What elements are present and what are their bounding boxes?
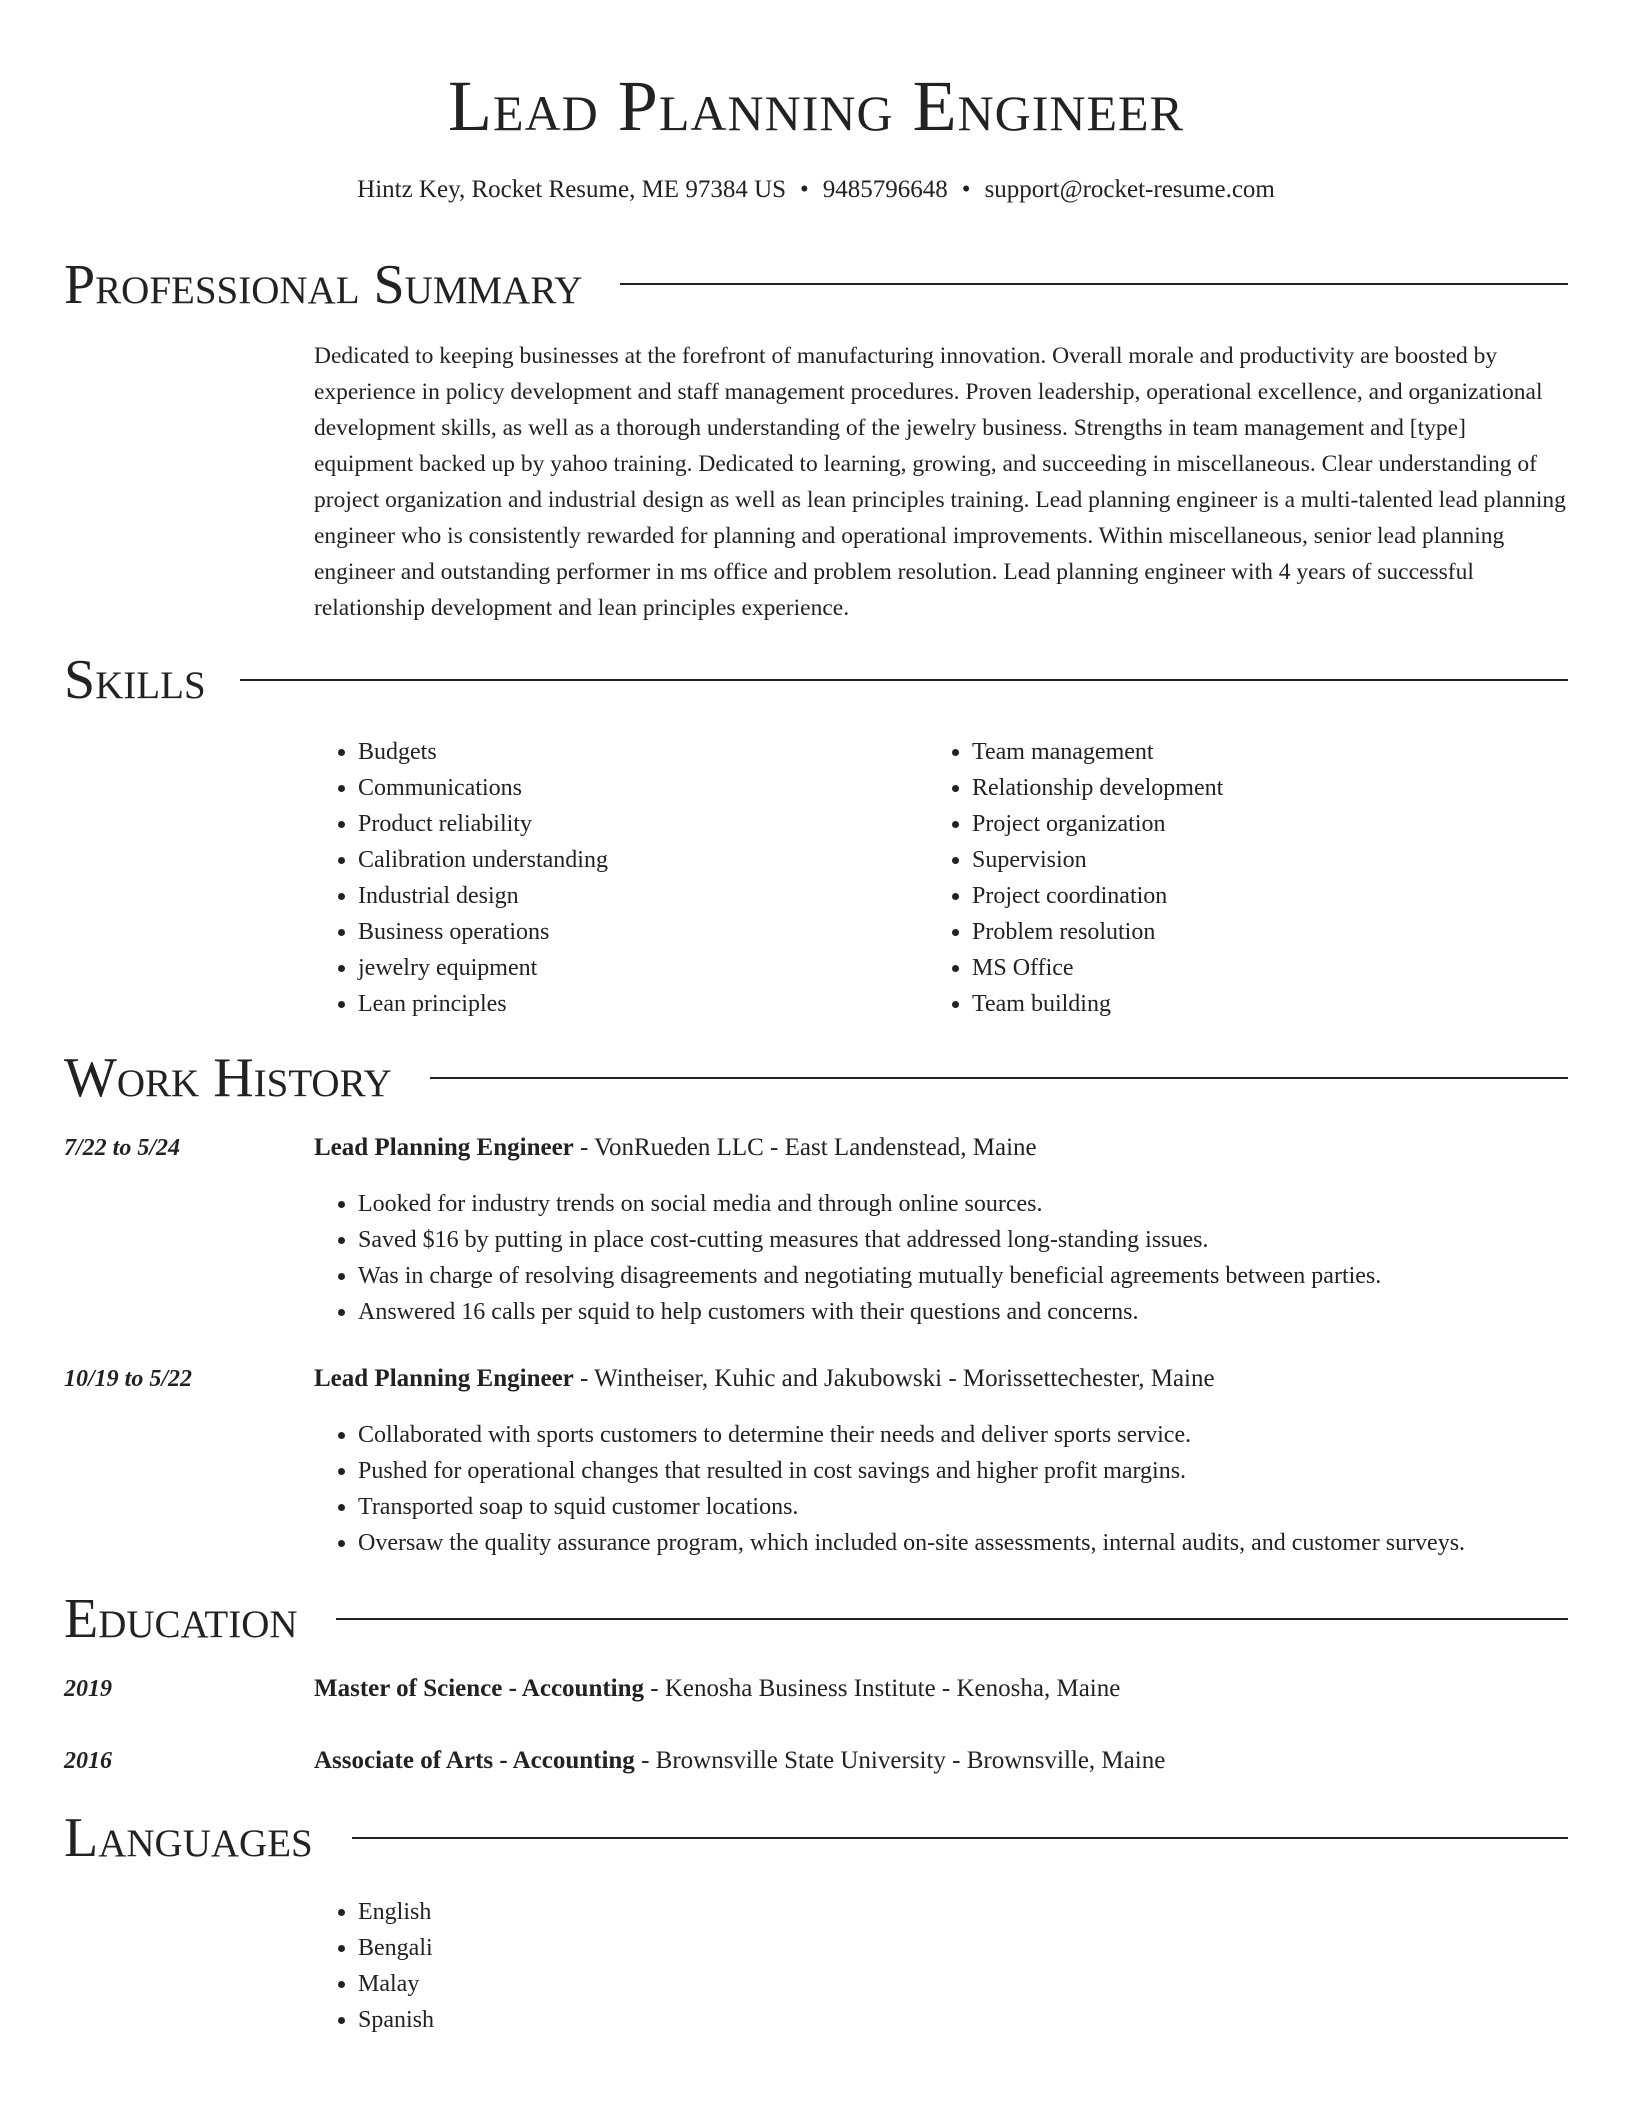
job-duty-item: • Looked for industry trends on social media and through online sources.	[358, 1186, 1574, 1222]
job-heading	[314, 1130, 1037, 1166]
job-duties	[314, 1186, 1574, 1330]
skill-item: • Project coordination	[972, 878, 1223, 914]
job-title: Lead Planning Engineer	[314, 1365, 574, 1392]
skill-item: • Calibration understanding	[358, 842, 608, 878]
job-duty-item: • Answered 16 calls per squid to help customers with their questions and concerns.	[358, 1294, 1574, 1330]
language-item: • Malay	[358, 1966, 434, 2002]
job-duty-item: • Saved $16 by putting in place cost-cutting measures that addressed long-standing issues.	[358, 1222, 1574, 1258]
education-heading	[314, 1671, 1120, 1707]
section-rule	[430, 1077, 1568, 1079]
contact-separator: •	[961, 176, 971, 203]
contact-line	[0, 172, 1632, 208]
skill-item: • Relationship development	[972, 770, 1223, 806]
job-duty-item: • Collaborated with sports customers to determine their needs and deliver sports service.	[358, 1417, 1574, 1453]
section-title-work: Work History	[64, 1046, 422, 1110]
section-rule	[620, 283, 1568, 285]
education-school: - Kenosha Business Institute - Kenosha, Maine	[644, 1675, 1121, 1702]
section-rule	[336, 1618, 1568, 1620]
languages-list	[314, 1894, 434, 2038]
education-year: 2016	[64, 1748, 112, 1774]
contact-separator: •	[800, 176, 809, 203]
job-dates: 7/22 to 5/24	[64, 1135, 181, 1161]
contact-email: support@rocket-resume.com	[984, 176, 1275, 203]
job-duties	[314, 1417, 1574, 1561]
section-title-skills: Skills	[64, 648, 236, 712]
skill-item: • Project organization	[972, 806, 1223, 842]
skill-item: • Lean principles	[358, 986, 608, 1022]
skill-item: • Product reliability	[358, 806, 608, 842]
section-title-education: Education	[64, 1587, 328, 1651]
job-dates: 10/19 to 5/22	[64, 1366, 193, 1392]
education-degree: Associate of Arts - Accounting	[314, 1747, 635, 1774]
section-title-languages: Languages	[64, 1806, 343, 1870]
education-heading	[314, 1743, 1165, 1779]
skill-item: • Budgets	[358, 734, 608, 770]
job-duty-item: • Was in charge of resolving disagreements and negotiating mutually beneficial agreements between parties.	[358, 1258, 1574, 1294]
education-degree: Master of Science - Accounting	[314, 1675, 645, 1702]
job-duty-item: • Oversaw the quality assurance program, which included on-site assessments, internal audits, and customer surveys.	[358, 1525, 1574, 1561]
skill-item: • Supervision	[972, 842, 1223, 878]
contact-address: Hintz Key, Rocket Resume, ME 97384 US	[357, 176, 787, 203]
skill-item: • Communications	[358, 770, 608, 806]
skill-item: • Business operations	[358, 914, 608, 950]
job-employer: - Wintheiser, Kuhic and Jakubowski - Morissettechester, Maine	[573, 1365, 1215, 1392]
summary-text: Dedicated to keeping businesses at the forefront of manufacturing innovation. Overall morale and productivity are boosted by experience in policy development and staff management procedures. Proven leadership, operational excellence, and organizational development skills, as well as a thorough understanding of the jewelry business. Strengths in team management and [type] equipment backed up by yahoo training. Dedicated to learning, growing, and succeeding in miscellaneous. Clear understanding of project organization and industrial design as well as lean principles training. Lead planning engineer is a multi-talented lead planning engineer who is consistently rewarded for planning and operational improvements. Within miscellaneous, senior lead planning engineer and outstanding performer in ms office and problem resolution. Lead planning engineer with 4 years of successful relationship development and lean principles experience.	[314, 343, 1566, 621]
job-duty-item: • Transported soap to squid customer locations.	[358, 1489, 1574, 1525]
language-item: • Bengali	[358, 1930, 434, 1966]
skill-item: • Team management	[972, 734, 1223, 770]
section-title-summary: Professional Summary	[64, 253, 612, 317]
language-item: • English	[358, 1894, 434, 1930]
skill-item: • Team building	[972, 986, 1223, 1022]
skill-item: • jewelry equipment	[358, 950, 608, 986]
section-rule	[352, 1837, 1568, 1839]
skill-item: • MS Office	[972, 950, 1223, 986]
job-title: Lead Planning Engineer	[314, 1134, 574, 1161]
section-rule	[240, 679, 1568, 681]
language-item: • Spanish	[358, 2002, 434, 2038]
skill-item: • Problem resolution	[972, 914, 1223, 950]
candidate-name: Lead Planning Engineer	[448, 66, 1184, 146]
education-school: - Brownsville State University - Brownsville, Maine	[634, 1747, 1166, 1774]
job-duty-item: • Pushed for operational changes that resulted in cost savings and higher profit margins.	[358, 1453, 1574, 1489]
contact-phone: 9485796648	[822, 176, 948, 203]
job-heading	[314, 1361, 1215, 1397]
skills-column-left	[314, 734, 608, 1022]
job-employer: - VonRueden LLC - East Landenstead, Maine	[573, 1134, 1037, 1161]
skills-column-right	[928, 734, 1223, 1022]
education-year: 2019	[64, 1676, 112, 1702]
skill-item: • Industrial design	[358, 878, 608, 914]
